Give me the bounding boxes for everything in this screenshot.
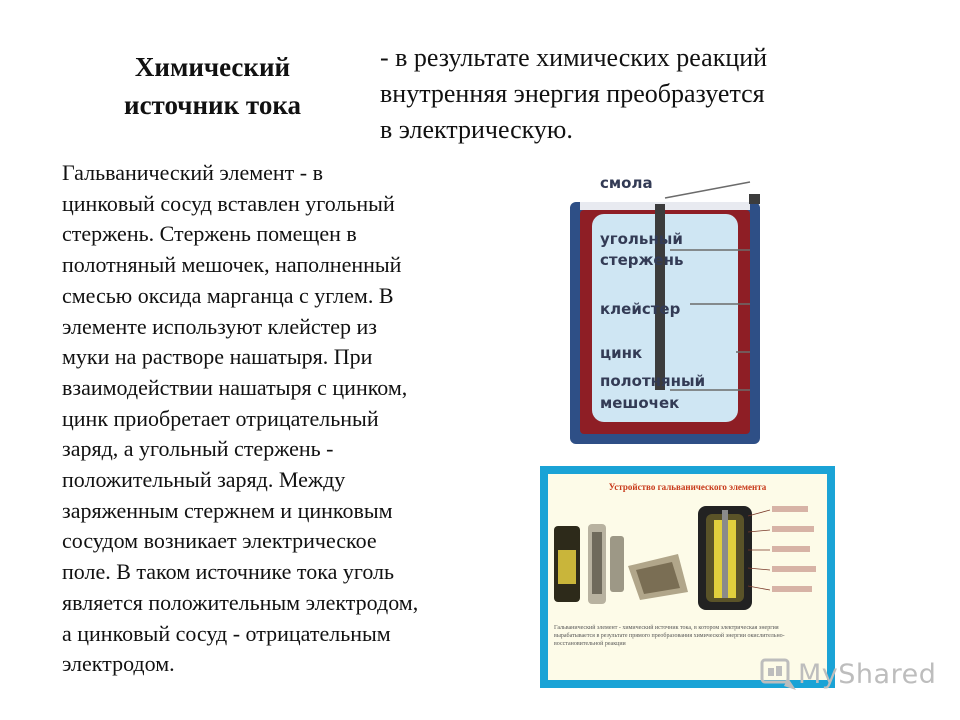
body-line: взаимодействии нашатыря с цинком, [62, 374, 408, 400]
body-line: заряженным стержнем и цинковым [62, 497, 393, 523]
definition-line-2: внутренняя энергия преобразуется [380, 79, 765, 108]
body-line: поле. В таком источнике тока уголь [62, 559, 395, 585]
definition-line-3: в электрическую. [380, 115, 573, 144]
title-line-1: Химический [134, 52, 291, 82]
slide-title [80, 48, 345, 124]
poster-panel [548, 474, 827, 680]
body-line: цинк приобретает отрицательный [62, 405, 379, 431]
title-line-2: источник тока [124, 90, 301, 120]
body-line: муки на растворе нашатыря. При [62, 344, 373, 370]
body-line: цинковый сосуд вставлен угольный [62, 190, 395, 216]
definition-text [380, 40, 960, 148]
myshared-logo-icon [760, 656, 798, 692]
label-carbon-rod-1: угольный [600, 230, 683, 248]
diagram-labels [600, 168, 770, 438]
body-line: стержень. Стержень помещен в [62, 221, 357, 247]
body-line: сосудом возникает электрическое [62, 528, 377, 554]
label-resin: смола [600, 174, 653, 192]
body-line: положительный заряд. Между [62, 467, 346, 493]
label-paste: клейстер [600, 300, 681, 318]
body-line: элементе используют клейстер из [62, 313, 377, 339]
body-line: является положительным электродом, [62, 589, 419, 615]
body-line: Гальванический элемент - в [62, 160, 324, 185]
label-bag-1: полотняный [600, 372, 706, 390]
poster-title: Устройство гальванического элемента [608, 482, 767, 492]
label-carbon-rod-2: стержень [600, 251, 684, 269]
watermark [760, 654, 936, 694]
definition-line-1: - в результате химических реакций [380, 43, 768, 72]
label-bag-2: мешочек [600, 394, 680, 412]
body-line: полотняный мешочек, наполненный [62, 252, 402, 278]
body-line: электродом. [62, 651, 175, 677]
label-zinc: цинк [600, 344, 643, 362]
watermark-text: MyShared [798, 658, 937, 690]
battery-cutaway-picture [548, 496, 827, 620]
body-line: заряд, а угольный стержень - [62, 436, 334, 462]
poster-caption: Гальванический элемент - химический источник тока, в котором электрическая энергия вырабатывается в результате прямого преобразования химической энергии окислительно-восстановительной реакции [554, 625, 785, 647]
body-line: а цинковый сосуд - отрицательным [62, 620, 391, 646]
body-line: смесью оксида марганца с углем. В [62, 282, 394, 308]
body-paragraph [62, 158, 507, 680]
